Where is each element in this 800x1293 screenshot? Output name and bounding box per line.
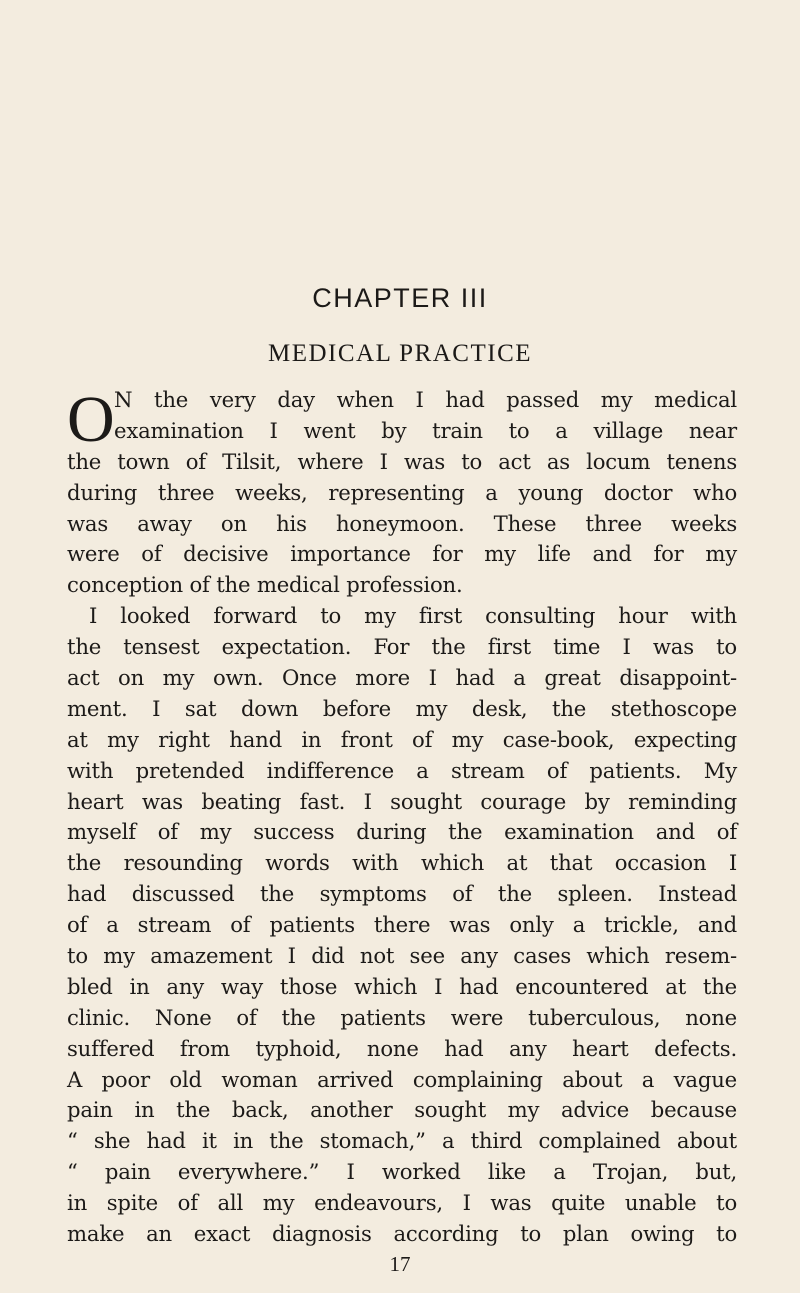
text-line: heart was beating fast. I sought courage by reminding [67, 788, 737, 814]
text-line: bled in any way those which I had encountered at the [67, 973, 737, 999]
text-line: clinic. None of the patients were tuberculous, none [67, 1004, 737, 1030]
text-line: had discussed the symptoms of the spleen. Instead [67, 881, 737, 907]
text-line: myself of my success during the examination and of [67, 819, 737, 845]
text-line: to my amazement I did not see any cases which resem- [67, 943, 737, 969]
text-line: act on my own. Once more I had a great disappoint- [67, 665, 737, 691]
text-line: at my right hand in front of my case-book, expecting [67, 726, 737, 752]
text-line: of a stream of patients there was only a trickle, and [67, 912, 737, 938]
text-line: suffered from typhoid, none had any heart defects. [67, 1035, 737, 1061]
text-line: conception of the medical profession. [67, 572, 463, 598]
text-line: the tensest expectation. For the first time I was to [67, 634, 737, 660]
text-line: N the very day when I had passed my medical [114, 387, 737, 412]
text-line: make an exact diagnosis according to plan owing to [67, 1221, 737, 1247]
text-line: ment. I sat down before my desk, the stethoscope [67, 695, 737, 721]
text-line: during three weeks, representing a young doctor who [67, 479, 737, 505]
text-line: in spite of all my endeavours, I was quite unable to [67, 1190, 737, 1216]
text-line: “ she had it in the stomach,” a third complained about [67, 1128, 737, 1154]
text-line: was away on his honeymoon. These three weeks [67, 510, 737, 536]
text-line: “ pain everywhere.” I worked like a Trojan, but, [67, 1159, 737, 1185]
page-number: 17 [389, 1252, 411, 1276]
body-text [67, 385, 737, 1250]
text-line: A poor old woman arrived complaining about a vague [67, 1066, 737, 1092]
text-line: the resounding words with which at that occasion I [67, 850, 737, 876]
drop-cap: O [67, 383, 115, 456]
text-line: the town of Tilsit, where I was to act as locum tenens [67, 448, 737, 474]
chapter-title: MEDICAL PRACTICE [267, 340, 533, 367]
text-line: were of decisive importance for my life and for my [67, 541, 737, 567]
text-line: with pretended indifference a stream of patients. My [67, 757, 737, 783]
chapter-heading: CHAPTER III [312, 283, 488, 313]
text-line: examination I went by train to a village near [114, 417, 737, 443]
text-line: I looked forward to my first consulting hour with [89, 603, 737, 629]
text-line: pain in the back, another sought my advice because [67, 1097, 737, 1123]
